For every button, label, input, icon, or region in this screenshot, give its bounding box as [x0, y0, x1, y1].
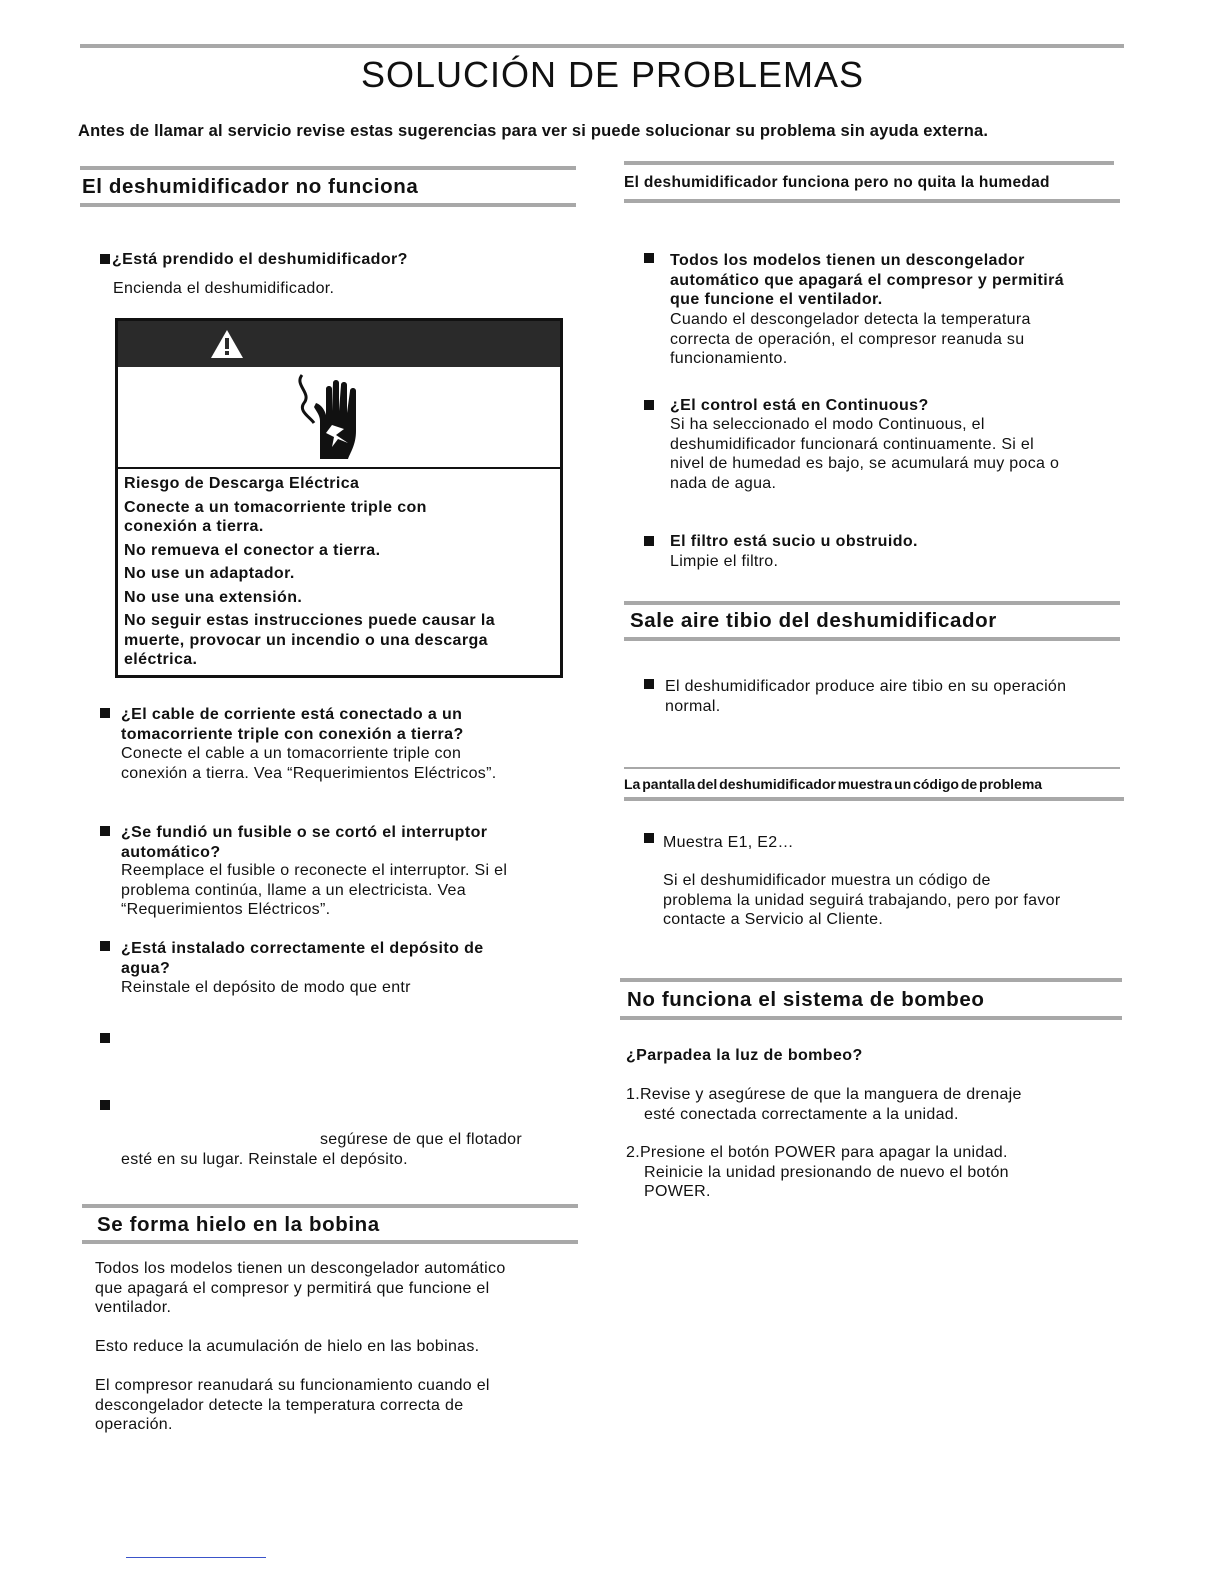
answer-flotador: segúrese de que el flotador esté en su lugar. Reinstale el depósito. — [121, 1131, 523, 1168]
paragraph-hielo-2: Esto reduce la acumulación de hielo en las bobinas. — [95, 1338, 480, 1355]
warning-line: No use un adaptador. — [124, 565, 295, 582]
bullet-icon — [100, 254, 110, 264]
bullet-icon — [100, 1033, 110, 1043]
section-rule — [624, 797, 1124, 801]
section-heading-aire-tibio: Sale aire tibio del deshumidificador — [630, 609, 997, 632]
warning-line: muerte, provocar un incendio o una descarga — [124, 631, 488, 649]
bullet-icon — [644, 833, 654, 843]
step-bombeo-1: 1.Revise y asegúrese de que la manguera de drenaje esté conectada correctamente a la unidad. — [626, 1086, 1022, 1123]
bullet-icon — [100, 708, 110, 718]
answer-deposito: Reinstale el depósito de modo que entr — [121, 979, 411, 996]
warning-triangle-icon — [210, 329, 244, 359]
question-cable: ¿El cable de corriente está conectado a un tomacorriente triple con conexión a tierra? — [121, 706, 464, 743]
bullet-icon — [644, 679, 654, 689]
bullet-icon — [100, 826, 110, 836]
section-heading-bombeo: No funciona el sistema de bombeo — [627, 988, 985, 1011]
answer-codigo-muestra: Muestra E1, E2… — [663, 834, 794, 851]
bullet-icon — [644, 253, 654, 263]
section-rule — [80, 166, 576, 170]
top-rule — [80, 44, 1124, 48]
bullet-icon — [100, 941, 110, 951]
section-rule — [624, 767, 1120, 769]
warning-line: conexión a tierra. — [124, 518, 264, 535]
footer-link-line — [126, 1557, 266, 1558]
warning-line: eléctrica. — [124, 651, 198, 668]
intro-text: Antes de llamar al servicio revise estas sugerencias para ver si puede solucionar su problema sin ayuda externa. — [78, 122, 989, 140]
answer-filtro: Limpie el filtro. — [670, 553, 779, 570]
section-rule — [82, 1240, 578, 1244]
answer-cable: Conecte el cable a un tomacorriente triple con conexión a tierra. Vea “Requerimientos Eléctricos”. — [121, 745, 497, 782]
warning-line: Riesgo de Descarga Eléctrica — [124, 475, 360, 492]
warning-text — [124, 474, 495, 670]
section-heading-codigo: La pantalla del deshumidificador muestra un código de problema — [624, 776, 1043, 792]
section-heading-no-humedad: El deshumidificador funciona pero no quita la humedad — [624, 174, 1050, 191]
answer-prendido: Encienda el deshumidificador. — [113, 280, 335, 297]
paragraph-hielo-3: El compresor reanudará su funcionamiento cuando el descongelador detecte la temperatura correcta de operación. — [95, 1377, 490, 1433]
warning-header — [118, 321, 560, 367]
section-rule — [624, 601, 1120, 605]
answer-aire-tibio: El deshumidificador produce aire tibio en su operación normal. — [665, 678, 1067, 715]
question-filtro: El filtro está sucio u obstruido. — [670, 533, 918, 550]
section-heading-no-funciona: El deshumidificador no funciona — [82, 175, 419, 198]
question-bombeo: ¿Parpadea la luz de bombeo? — [626, 1047, 863, 1064]
answer-codigo-detalle: Si el deshumidificador muestra un código de problema la unidad seguirá trabajando, pero por favor contacte a Servicio al Cliente. — [663, 872, 1061, 928]
section-rule — [82, 1204, 578, 1208]
bullet-icon — [644, 400, 654, 410]
answer-descongelador: Cuando el descongelador detecta la temperatura correcta de operación, el compresor reanuda su funcionamiento. — [670, 311, 1031, 367]
warning-line: Conecte a un tomacorriente triple con — [124, 498, 427, 516]
section-rule — [80, 203, 576, 207]
warning-line: No use una extensión. — [124, 588, 303, 606]
bullet-icon — [100, 1100, 110, 1110]
answer-fusible: Reemplace el fusible o reconecte el interruptor. Si el problema continúa, llame a un electricista. Vea “Requerimientos Eléctricos”. — [121, 862, 508, 918]
question-continuous: ¿El control está en Continuous? — [670, 397, 929, 414]
warning-box — [115, 318, 563, 678]
electric-shock-hand-icon — [292, 371, 372, 463]
answer-continuous: Si ha seleccionado el modo Continuous, el deshumidificador funcionará continuamente. Si el nivel de humedad es bajo, se acumulará muy poca o nada de agua. — [670, 416, 1060, 492]
question-descongelador: Todos los modelos tienen un descongelador automático que apagará el compresor y permitirá que funcione el ventilador. — [670, 252, 1065, 308]
paragraph-hielo-1: Todos los modelos tienen un descongelador automático que apagará el compresor y permitirá que funcione el ventilador. — [95, 1260, 506, 1316]
warning-image-area — [118, 367, 560, 469]
question-deposito: ¿Está instalado correctamente el depósito de agua? — [121, 940, 484, 977]
section-heading-hielo: Se forma hielo en la bobina — [97, 1213, 380, 1236]
section-rule — [624, 161, 1114, 165]
section-rule — [620, 1016, 1122, 1020]
section-rule — [624, 199, 1120, 203]
warning-line: No remueva el conector a tierra. — [124, 541, 381, 559]
section-rule — [620, 978, 1122, 982]
bullet-icon — [644, 536, 654, 546]
warning-line: No seguir estas instrucciones puede causar la — [124, 612, 496, 629]
section-rule — [624, 637, 1120, 641]
question-fusible: ¿Se fundió un fusible o se cortó el interruptor automático? — [121, 824, 488, 861]
step-bombeo-2: 2.Presione el botón POWER para apagar la unidad. Reinicie la unidad presionando de nuevo el botón POWER. — [626, 1144, 1009, 1200]
question-prendido: ¿Está prendido el deshumidificador? — [112, 251, 408, 268]
page-title: SOLUCIÓN DE PROBLEMAS — [360, 54, 865, 95]
